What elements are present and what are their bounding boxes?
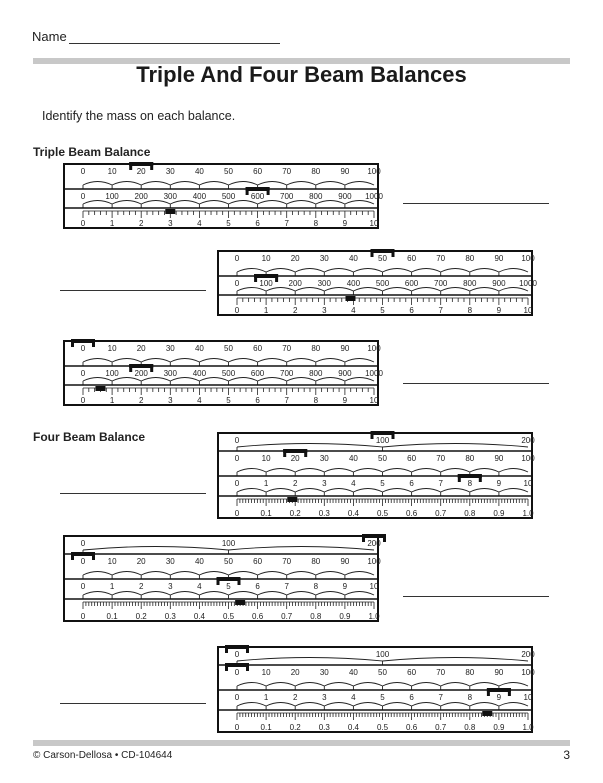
tick-label: 0 [80, 167, 86, 176]
tick-label: 1000 [365, 192, 383, 201]
instruction: Identify the mass on each balance. [42, 109, 236, 123]
tick-label: 200 [288, 279, 302, 288]
tick-label: 0.9 [339, 612, 351, 621]
tick-label: 50 [224, 344, 233, 353]
tick-label: 9 [342, 396, 348, 405]
tick-label: 4 [197, 582, 202, 591]
tick-label: 0 [80, 344, 86, 353]
tick-label: 8 [467, 306, 473, 315]
tick-label: 90 [340, 167, 350, 176]
beam-b10 [64, 208, 379, 228]
tick-label: 40 [348, 668, 358, 677]
tick-label: 600 [404, 279, 419, 288]
tick-label: 20 [290, 668, 300, 677]
tick-label: 900 [338, 369, 352, 378]
tick-label: 60 [407, 454, 417, 463]
rider-b1[interactable] [287, 497, 297, 502]
tick-label: 3 [168, 582, 173, 591]
tick-label: 3 [322, 479, 327, 488]
balance-svg [63, 340, 383, 406]
tick-label: 900 [492, 279, 506, 288]
tick-label: 100 [521, 254, 535, 263]
tick-label: 6 [409, 479, 414, 488]
tick-label: 60 [407, 668, 417, 677]
answer-line-6[interactable] [60, 703, 206, 704]
tick-label: 100 [367, 344, 381, 353]
tick-label: 900 [338, 192, 352, 201]
tick-label: 2 [292, 306, 298, 315]
answer-line-5[interactable] [403, 596, 549, 597]
tick-label: 400 [192, 192, 207, 201]
tick-label: 1.0 [522, 509, 534, 518]
tick-label: 6 [409, 306, 414, 315]
tick-label: 100 [221, 539, 236, 548]
tick-label: 60 [253, 557, 263, 566]
tick-label: 10 [107, 557, 117, 566]
tick-label: 90 [494, 454, 504, 463]
tick-label: 500 [375, 279, 390, 288]
tick-label: 300 [317, 279, 331, 288]
tick-label: 600 [250, 192, 265, 201]
beam-b100 [71, 339, 381, 366]
tick-label: 9 [496, 306, 502, 315]
tick-label: 0 [80, 192, 86, 201]
tick-label: 0.2 [289, 723, 301, 732]
tick-label: 4 [351, 693, 356, 702]
tick-label: 7 [284, 582, 289, 591]
tick-label: 3 [322, 306, 327, 315]
tick-label: 0 [80, 557, 86, 566]
balance-triple-1 [63, 163, 383, 229]
tick-label: 0.2 [289, 509, 301, 518]
tick-label: 30 [165, 344, 175, 353]
tick-label: 30 [319, 668, 329, 677]
tick-label: 4 [351, 479, 356, 488]
tick-label: 5 [226, 396, 231, 405]
beam-b10 [218, 474, 533, 496]
balance-four-2 [63, 535, 379, 622]
tick-label: 9 [342, 219, 348, 228]
tick-label: 7 [438, 306, 443, 315]
tick-label: 6 [255, 582, 260, 591]
tick-label: 80 [311, 167, 321, 176]
tick-label: 70 [436, 668, 446, 677]
tick-label: 10 [523, 693, 533, 702]
tick-label: 10 [369, 219, 379, 228]
tick-label: 4 [351, 306, 356, 315]
tick-label: 6 [255, 396, 260, 405]
tick-label: 0.3 [164, 612, 176, 621]
beam-b1000 [64, 364, 383, 385]
tick-label: 4 [197, 396, 202, 405]
tick-label: 200 [134, 369, 148, 378]
tick-label: 0 [234, 279, 240, 288]
tick-label: 80 [465, 668, 475, 677]
beam-b10 [218, 295, 533, 315]
tick-label: 80 [465, 454, 475, 463]
tick-label: 5 [380, 479, 385, 488]
tick-label: 400 [346, 279, 361, 288]
tick-label: 3 [168, 396, 173, 405]
tick-label: 2 [138, 396, 144, 405]
tick-label: 0 [80, 396, 86, 405]
tick-label: 30 [319, 254, 329, 263]
tick-label: 200 [367, 539, 381, 548]
rider-b10[interactable] [345, 296, 355, 301]
tick-label: 10 [523, 306, 533, 315]
tick-label: 0.6 [252, 612, 264, 621]
tick-label: 50 [224, 557, 233, 566]
tick-label: 8 [467, 693, 473, 702]
beam-b1 [218, 710, 534, 732]
tick-label: 0 [234, 723, 240, 732]
balance-four-1 [217, 432, 533, 519]
tick-label: 70 [282, 557, 292, 566]
tick-label: 1.0 [368, 612, 380, 621]
beam-b100 [64, 552, 381, 579]
tick-label: 800 [463, 279, 477, 288]
tick-label: 0.8 [464, 509, 476, 518]
tick-label: 300 [163, 369, 177, 378]
tick-label: 2 [292, 693, 298, 702]
tick-label: 40 [194, 167, 204, 176]
tick-label: 8 [313, 219, 319, 228]
tick-label: 0.5 [222, 612, 235, 621]
tick-label: 0.5 [376, 723, 389, 732]
tick-label: 1 [109, 219, 115, 228]
tick-label: 60 [253, 344, 263, 353]
tick-label: 30 [165, 557, 175, 566]
tick-label: 1000 [519, 279, 537, 288]
tick-label: 9 [496, 693, 502, 702]
tick-label: 0.9 [493, 509, 505, 518]
tick-label: 0 [234, 693, 240, 702]
rider-b10[interactable] [165, 209, 175, 214]
beam-b1 [64, 599, 380, 621]
tick-label: 10 [107, 167, 117, 176]
tick-label: 0 [80, 539, 86, 548]
tick-label: 400 [192, 369, 207, 378]
tick-label: 1 [263, 306, 269, 315]
tick-label: 8 [313, 396, 319, 405]
tick-label: 70 [436, 454, 446, 463]
tick-label: 70 [282, 344, 292, 353]
tick-label: 300 [163, 192, 177, 201]
tick-label: 0.9 [493, 723, 505, 732]
tick-label: 90 [494, 668, 504, 677]
balance-svg [217, 646, 533, 733]
tick-label: 5 [380, 306, 385, 315]
tick-label: 10 [261, 254, 271, 263]
footer-copyright: © Carson-Dellosa • CD-104644 [33, 750, 173, 761]
tick-label: 90 [494, 254, 504, 263]
tick-label: 0.4 [193, 612, 205, 621]
tick-label: 0.4 [347, 723, 359, 732]
tick-label: 0.1 [106, 612, 118, 621]
tick-label: 700 [280, 192, 294, 201]
beam-b100 [81, 162, 381, 189]
tick-label: 20 [136, 167, 146, 176]
tick-label: 7 [284, 219, 289, 228]
tick-label: 200 [521, 650, 535, 659]
beam-b1000 [218, 274, 537, 295]
page-number: 3 [563, 748, 570, 762]
tick-label: 2 [292, 479, 298, 488]
tick-label: 0.8 [310, 612, 322, 621]
tick-label: 0 [80, 582, 86, 591]
tick-label: 60 [253, 167, 263, 176]
tick-label: 20 [290, 454, 300, 463]
tick-label: 1.0 [522, 723, 534, 732]
answer-line-2[interactable] [60, 290, 206, 291]
tick-label: 0.7 [435, 723, 447, 732]
tick-label: 6 [255, 219, 260, 228]
balance-triple-2 [217, 250, 537, 316]
tick-label: 100 [521, 454, 535, 463]
tick-label: 10 [523, 479, 533, 488]
tick-label: 0.5 [376, 509, 389, 518]
tick-label: 0 [80, 219, 86, 228]
tick-label: 6 [409, 693, 414, 702]
tick-label: 30 [165, 167, 175, 176]
tick-label: 0.3 [318, 723, 330, 732]
tick-label: 1 [263, 479, 269, 488]
tick-label: 0 [234, 479, 240, 488]
rider-b1[interactable] [235, 600, 245, 605]
tick-label: 50 [378, 668, 387, 677]
beam-b1000 [64, 187, 383, 208]
tick-label: 20 [136, 557, 146, 566]
tick-label: 70 [282, 167, 292, 176]
balance-svg [217, 250, 537, 316]
balance-svg [63, 535, 379, 622]
tick-label: 7 [438, 693, 443, 702]
tick-label: 100 [521, 668, 535, 677]
name-label: Name [32, 29, 67, 44]
tick-label: 50 [378, 254, 387, 263]
tick-label: 40 [348, 254, 358, 263]
answer-line-1[interactable] [403, 203, 549, 204]
tick-label: 0.4 [347, 509, 359, 518]
tick-label: 1 [109, 396, 115, 405]
tick-label: 70 [436, 254, 446, 263]
rider-b1[interactable] [482, 711, 492, 716]
tick-label: 800 [309, 192, 323, 201]
tick-label: 5 [380, 693, 385, 702]
tick-label: 20 [136, 344, 146, 353]
tick-label: 0 [234, 306, 240, 315]
tick-label: 30 [319, 454, 329, 463]
answer-line-3[interactable] [403, 383, 549, 384]
name-line[interactable] [69, 31, 280, 44]
tick-label: 0 [234, 254, 240, 263]
tick-label: 100 [375, 650, 390, 659]
rider-b10[interactable] [95, 386, 105, 391]
tick-label: 1 [263, 693, 269, 702]
tick-label: 200 [134, 192, 148, 201]
tick-label: 0 [234, 436, 240, 445]
tick-label: 600 [250, 369, 265, 378]
beam-b10 [218, 688, 533, 710]
tick-label: 0.3 [318, 509, 330, 518]
tick-label: 80 [311, 344, 321, 353]
balance-svg [217, 432, 533, 519]
tick-label: 100 [367, 167, 381, 176]
tick-label: 0 [80, 369, 86, 378]
tick-label: 700 [434, 279, 448, 288]
tick-label: 10 [369, 396, 379, 405]
beam-b100 [218, 663, 535, 690]
tick-label: 8 [313, 582, 319, 591]
tick-label: 9 [342, 582, 348, 591]
beam-b100 [218, 449, 535, 476]
tick-label: 40 [194, 557, 204, 566]
tick-label: 10 [261, 668, 271, 677]
beam-b10 [64, 577, 379, 599]
tick-label: 7 [438, 479, 443, 488]
tick-label: 0 [234, 668, 240, 677]
tick-label: 0 [80, 612, 86, 621]
tick-label: 20 [290, 254, 300, 263]
tick-label: 100 [105, 369, 119, 378]
tick-label: 40 [194, 344, 204, 353]
tick-label: 0 [234, 454, 240, 463]
four-beam-label: Four Beam Balance [33, 430, 146, 444]
tick-label: 90 [340, 557, 350, 566]
tick-label: 9 [496, 479, 502, 488]
tick-label: 8 [467, 479, 473, 488]
tick-label: 2 [138, 219, 144, 228]
beam-b1 [218, 496, 534, 518]
tick-label: 3 [168, 219, 173, 228]
page-title: Triple And Four Beam Balances [136, 62, 467, 87]
tick-label: 700 [280, 369, 294, 378]
balance-four-3 [217, 646, 533, 733]
tick-label: 10 [261, 454, 271, 463]
tick-label: 500 [221, 192, 236, 201]
tick-label: 50 [378, 454, 387, 463]
tick-label: 100 [367, 557, 381, 566]
tick-label: 5 [226, 582, 231, 591]
name-row [32, 29, 280, 44]
tick-label: 0.7 [435, 509, 447, 518]
beam-b100 [235, 249, 535, 276]
tick-label: 40 [348, 454, 358, 463]
tick-label: 0.7 [281, 612, 293, 621]
tick-label: 80 [465, 254, 475, 263]
tick-label: 1000 [365, 369, 383, 378]
tick-label: 80 [311, 557, 321, 566]
answer-line-4[interactable] [60, 493, 206, 494]
tick-label: 0.2 [135, 612, 147, 621]
tick-label: 0.1 [260, 723, 272, 732]
tick-label: 2 [138, 582, 144, 591]
tick-label: 50 [224, 167, 233, 176]
tick-label: 0.6 [406, 509, 418, 518]
tick-label: 10 [369, 582, 379, 591]
triple-beam-label: Triple Beam Balance [33, 145, 151, 159]
tick-label: 800 [309, 369, 323, 378]
tick-label: 0.6 [406, 723, 418, 732]
tick-label: 3 [322, 693, 327, 702]
tick-label: 100 [375, 436, 390, 445]
beam-b10 [64, 385, 379, 405]
tick-label: 0 [234, 509, 240, 518]
tick-label: 90 [340, 344, 350, 353]
balance-triple-3 [63, 340, 383, 406]
tick-label: 5 [226, 219, 231, 228]
tick-label: 0 [234, 650, 240, 659]
balance-svg [63, 163, 383, 229]
tick-label: 60 [407, 254, 417, 263]
tick-label: 0.1 [260, 509, 272, 518]
bottom-divider [33, 740, 570, 746]
tick-label: 0.8 [464, 723, 476, 732]
tick-label: 7 [284, 396, 289, 405]
tick-label: 1 [109, 582, 115, 591]
tick-label: 100 [259, 279, 273, 288]
tick-label: 500 [221, 369, 236, 378]
tick-label: 100 [105, 192, 119, 201]
tick-label: 10 [107, 344, 117, 353]
tick-label: 200 [521, 436, 535, 445]
tick-label: 4 [197, 219, 202, 228]
